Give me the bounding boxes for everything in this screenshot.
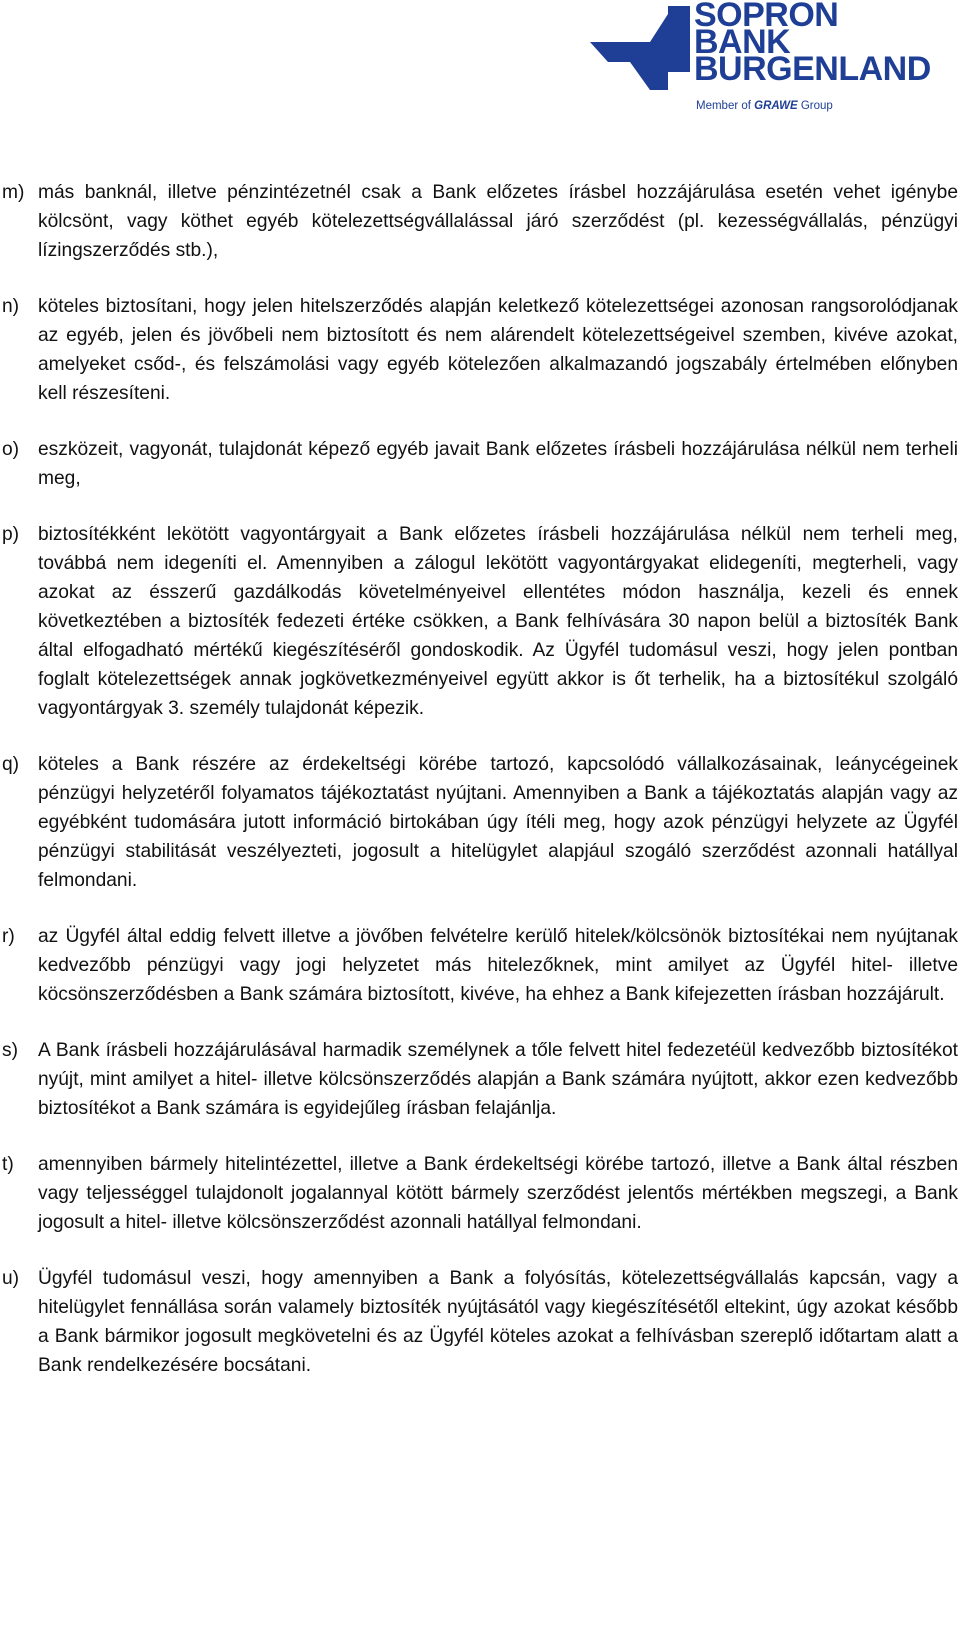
list-item-text: más banknál, illetve pénzintézetnél csak a Bank előzetes írásbel hozzájárulása esetén vehet igénybe kölcsönt, vagy köthet egyéb kötelezettségvállalással járó szerződést (pl. kezességvállalás, pénzügyi lízingszerződés stb.), — [38, 182, 958, 261]
list-item-text: köteles a Bank részére az érdekeltségi körébe tartozó, kapcsolódó vállalkozásainak, leánycégeinek pénzügyi helyzetéről folyamatos tájékoztatást nyújtani. Amennyiben a Bank a tájékoztatás alapján vagy az egyébként tudomására jutott információ birtokában úgy ítéli meg, hogy azok pénzügyi helyzete az Ügyfél pénzügyi stabilitását veszélyezteti, jogosult a hitelügylet alapjául szogáló szerződést azonnali hatállyal felmondani. — [38, 754, 958, 891]
list-item — [0, 1150, 960, 1237]
list-item-marker: r) — [2, 926, 15, 947]
list-item-marker: n) — [2, 296, 20, 317]
list-item — [0, 922, 960, 1009]
list-item-text: A Bank írásbeli hozzájárulásával harmadik személynek a tőle felvett hitel fedezetéül kedvezőbb biztosítékot nyújt, mint amilyet a hitel- illetve kölcsönszerződés alapján a Bank számára nyújtott, akkor ezen kedvezőbb biztosítékot a Bank számára is egyidejűleg írásban felajánlja. — [38, 1040, 958, 1119]
logo-line-2: BANK — [694, 23, 791, 61]
list-item-text: Ügyfél tudomásul veszi, hogy amennyiben a Bank a folyósítás, kötelezettségvállalás kapcsán, vagy a hitelügylet fennállása során valamely biztosíték nyújtásától vagy kiegészítésétől eltekint, úgy azokat később a Bank bármikor jogosult megkövetelni és az Ügyfél köteles azokat a felhívásban szereplő időtartam alatt a Bank rendelkezésére bocsátani. — [38, 1268, 958, 1376]
list-item — [0, 1036, 960, 1123]
list-item-marker: p) — [2, 524, 20, 545]
list-item — [0, 520, 960, 723]
logo-member-line — [696, 100, 833, 112]
logo-member-prefix: Member of — [696, 100, 755, 112]
logo-mark-icon — [590, 4, 694, 94]
list-item-text: amennyiben bármely hitelintézettel, illetve a Bank érdekeltségi körébe tartozó, illetve a Bank által részben vagy teljességgel tulajdonolt jogalannyal kötött bármely szerződést jelentős mértékben megszegi, a Bank jogosult a hitel- illetve kölcsönszerződést azonnali hatállyal felmondani. — [38, 1154, 958, 1233]
list-item-marker: u) — [2, 1268, 20, 1289]
list-item-text: az Ügyfél által eddig felvett illetve a jövőben felvételre kerülő hitelek/kölcsönök biztosítékai nem nyújtanak kedvezőbb pénzügyi vagy jogi helyzetet más hitelezőknek, mint amilyet az Ügyfél hitel- illetve köcsönszerződésben a Bank számára biztosított, kivéve, ha ehhez a Bank kifejezetten írásban hozzájárult. — [38, 926, 958, 1005]
list-item-marker: m) — [2, 182, 25, 203]
list-item — [0, 435, 960, 493]
list-item — [0, 750, 960, 895]
logo-member-brand: GRAWE — [754, 100, 798, 112]
logo-member-suffix: Group — [797, 100, 833, 112]
list-item-marker: s) — [2, 1040, 18, 1061]
logo-line-3: BURGENLAND — [694, 50, 931, 88]
logo-wordmark — [694, 0, 931, 88]
list-item-text: köteles biztosítani, hogy jelen hitelszerződés alapján keletkező kötelezettségei azonosan rangsorolódjanak az egyéb, jelen és jövőbeli nem biztosított és nem alárendelt kötelezettségeivel szemben, kivéve azokat, amelyeket csőd-, és felszámolási vagy egyéb kötelezően alkalmazandó jogszabály értelmében előnyben kell részesíteni. — [38, 296, 958, 404]
list-item — [0, 178, 960, 265]
document-body — [0, 178, 960, 1407]
logo-line-1: SOPRON — [694, 0, 839, 34]
list-item-marker: q) — [2, 754, 20, 775]
list-item-text: eszközeit, vagyonát, tulajdonát képező egyéb javait Bank előzetes írásbeli hozzájárulása nélkül nem terheli meg, — [38, 439, 958, 489]
list-item — [0, 292, 960, 408]
list-item-marker: t) — [2, 1154, 14, 1175]
list-item-marker: o) — [2, 439, 20, 460]
list-item — [0, 1264, 960, 1380]
bank-logo — [590, 2, 950, 120]
list-item-text: biztosítékként lekötött vagyontárgyait a Bank előzetes írásbeli hozzájárulása nélkül nem terheli meg, továbbá nem idegeníti el. Amennyiben a zálogul lekötött vagyontárgyakat elidegeníti, megterheli, vagy azokat az ésszerű gazdálkodás követelményeivel ellentétes módon használja, kezeli és ennek következtében a biztosíték fedezeti értéke csökken, a Bank felhívására 30 napon belül a biztosíték Bank által elfogadható mértékű kiegészítéséről gondoskodik. Az Ügyfél tudomásul veszi, hogy jelen pontban foglalt kötelezettségek annak jogkövetkezményeivel együtt akkor is őt terhelik, ha a biztosítékul szolgáló vagyontárgyak 3. személy tulajdonát képezik. — [38, 524, 958, 719]
